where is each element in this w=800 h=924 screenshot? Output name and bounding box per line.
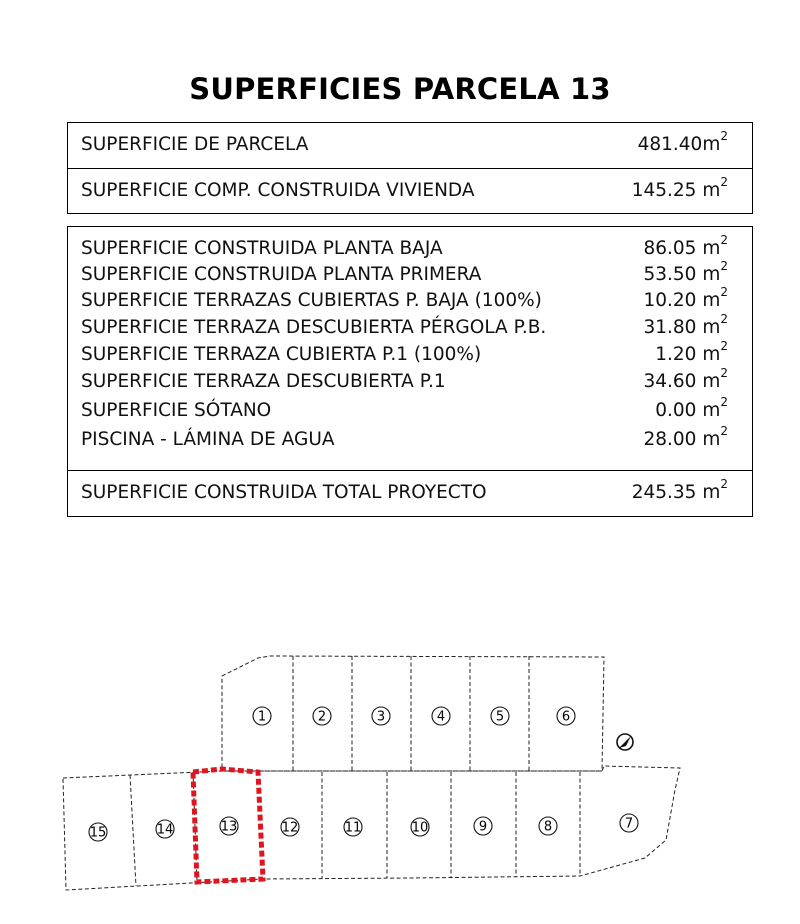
row-value: 86.05 $m^2$ <box>643 233 728 259</box>
row-value: 34.60 $m^2$ <box>643 366 728 392</box>
row-label: SUPERFICIE TERRAZA DESCUBIERTA P.1 <box>81 371 446 392</box>
row-label: SUPERFICIE TERRAZA CUBIERTA P.1 (100%) <box>81 344 482 365</box>
lot-1 <box>253 707 271 725</box>
lot-number: 1 <box>257 709 267 725</box>
lot-number: 15 <box>89 825 107 841</box>
lot-number: 14 <box>156 822 174 838</box>
row-value: 28.00 $m^2$ <box>643 424 728 450</box>
lot-number: 7 <box>624 816 634 832</box>
lot-8 <box>539 817 557 835</box>
lot-3 <box>372 707 390 725</box>
lot-number: 10 <box>411 820 429 836</box>
lot-12 <box>281 818 299 836</box>
lot-7 <box>620 814 638 832</box>
lot-11 <box>344 818 362 836</box>
lot-number: 4 <box>436 709 446 725</box>
lot-number: 3 <box>376 709 386 725</box>
total-label: SUPERFICIE CONSTRUIDA TOTAL PROYECTO <box>81 482 487 503</box>
row-value: 145.25 $m^2$ <box>631 175 728 201</box>
row-label: SUPERFICIE DE PARCELA <box>81 134 309 155</box>
row-label: SUPERFICIE CONSTRUIDA PLANTA BAJA <box>81 238 443 259</box>
total-value: 245.35 $m^2$ <box>631 477 728 503</box>
lot-4 <box>432 707 450 725</box>
top-block-outline <box>222 656 604 771</box>
row-label: PISCINA - LÁMINA DE AGUA <box>81 429 335 450</box>
lot-13 <box>220 817 238 835</box>
lot-number: 5 <box>495 709 505 725</box>
lot-number: 8 <box>543 819 553 835</box>
lot-labels <box>89 707 638 841</box>
lot-15 <box>89 823 107 841</box>
row-value: 31.80 $m^2$ <box>643 312 728 338</box>
lot-number: 2 <box>317 709 327 725</box>
row-label: SUPERFICIE TERRAZAS CUBIERTAS P. BAJA (100%) <box>81 290 542 311</box>
lot-number: 13 <box>220 819 238 835</box>
lot-14 <box>156 820 174 838</box>
lot-number: 11 <box>344 820 362 836</box>
lot-number: 9 <box>478 819 488 835</box>
row-label: SUPERFICIE SÓTANO <box>81 400 272 421</box>
row-value: 1.20 $m^2$ <box>655 339 728 365</box>
north-arrow-icon <box>617 734 633 750</box>
lot-5 <box>491 707 509 725</box>
row-value: 0.00 $m^2$ <box>655 395 728 421</box>
lot-9 <box>474 817 492 835</box>
row-value: 53.50 $m^2$ <box>643 259 728 285</box>
lot-10 <box>411 818 429 836</box>
page-title: SUPERFICIES PARCELA 13 <box>189 72 611 106</box>
lot-number: 12 <box>281 820 299 836</box>
row-label: SUPERFICIE TERRAZA DESCUBIERTA PÉRGOLA P.B. <box>81 317 547 338</box>
lot-6 <box>557 707 575 725</box>
lot-number: 6 <box>561 709 571 725</box>
row-value: 10.20 $m^2$ <box>643 285 728 311</box>
row-value: $481.40m^2$ <box>637 129 728 155</box>
row-label: SUPERFICIE CONSTRUIDA PLANTA PRIMERA <box>81 264 482 285</box>
lot-2 <box>313 707 331 725</box>
row-label: SUPERFICIE COMP. CONSTRUIDA VIVIENDA <box>81 180 475 201</box>
